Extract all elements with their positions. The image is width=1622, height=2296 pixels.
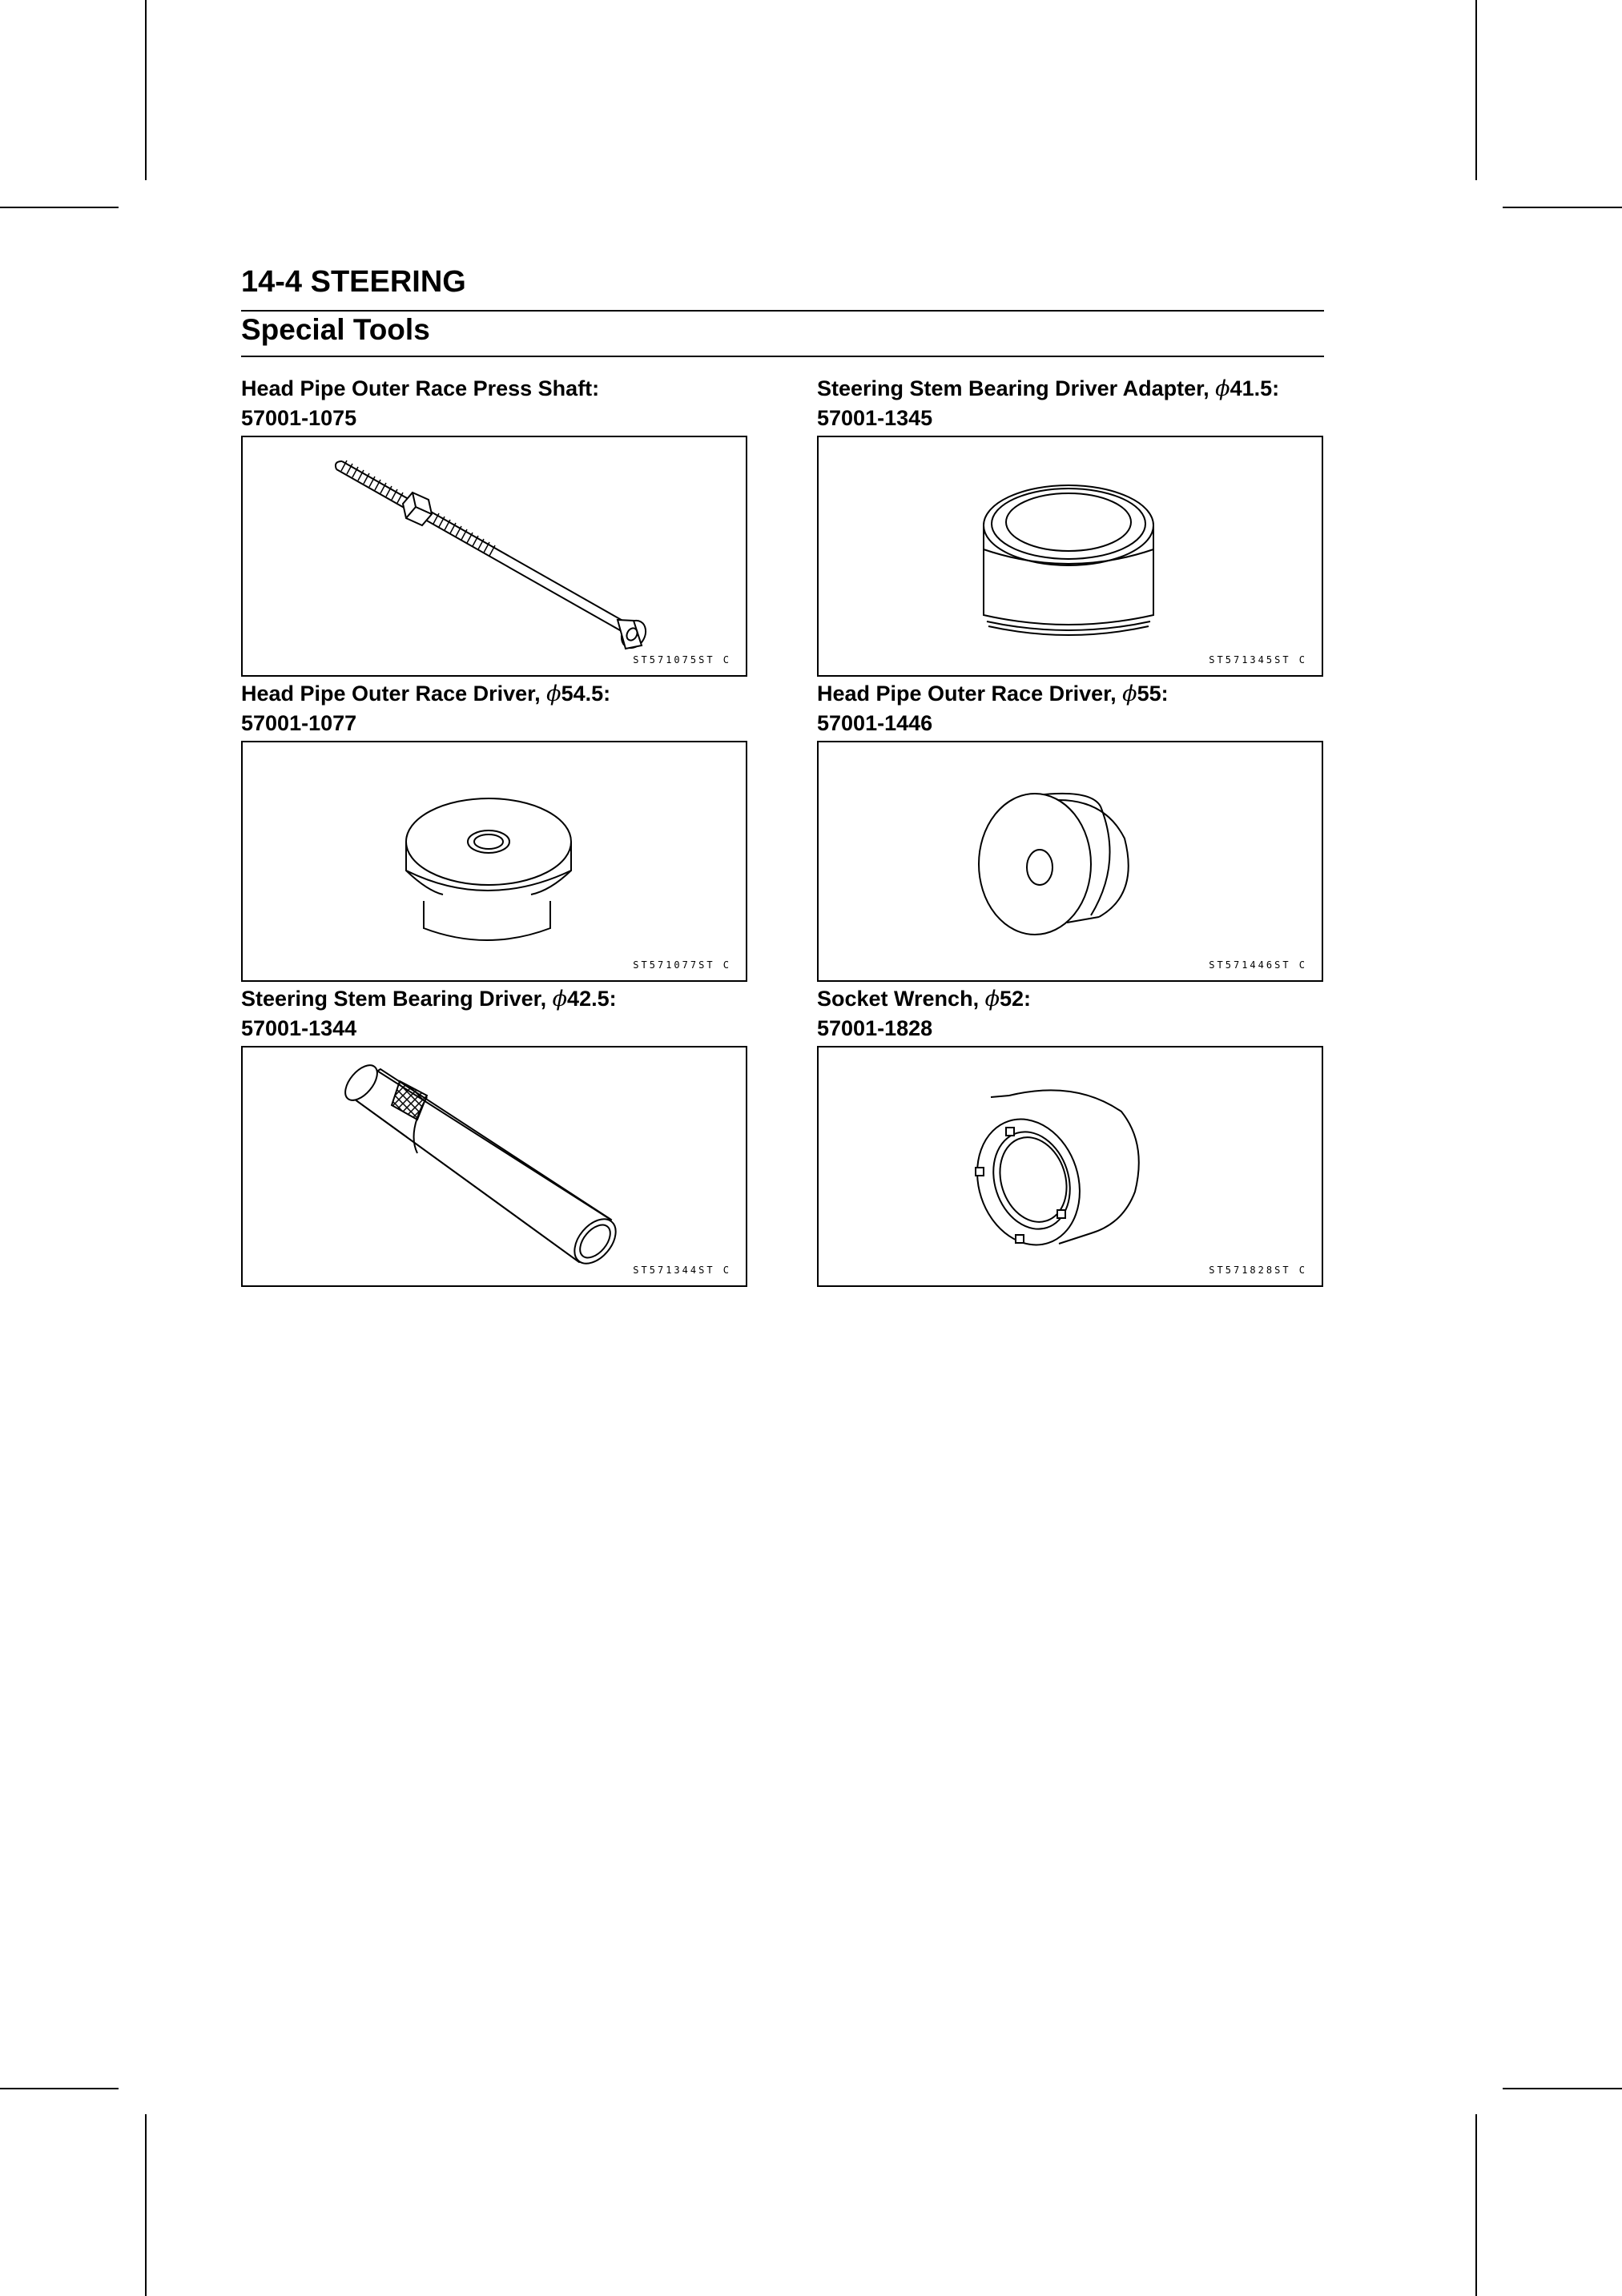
crop-mark [0,207,119,208]
press-shaft-icon [243,437,746,675]
tool-part-number: 57001-1446 [817,711,933,735]
crop-mark [1475,2114,1477,2296]
tool-entry [241,984,747,1276]
tool-name: Head Pipe Outer Race Driver, ϕ55: [817,682,1169,706]
tool-entry [241,679,747,971]
phi-symbol: ϕ [546,682,561,706]
tool-illustration-frame [241,436,747,677]
section-rule [241,356,1324,357]
phi-symbol: ϕ [1215,376,1230,401]
tool-name: Steering Stem Bearing Driver Adapter, ϕ41.5: [817,376,1280,401]
tool-part-number: 57001-1828 [817,1016,933,1040]
figure-code: ST571075ST C [633,654,731,665]
crop-mark [1503,207,1622,208]
tool-entry [817,679,1323,971]
tool-entry [817,984,1323,1276]
crop-mark [0,2088,119,2089]
tool-illustration-frame [241,741,747,982]
tool-part-number: 57001-1077 [241,711,357,735]
phi-symbol: ϕ [984,987,1000,1011]
tool-part-number: 57001-1344 [241,1016,357,1040]
phi-symbol: ϕ [1122,682,1137,706]
figure-code: ST571828ST C [1209,1265,1307,1276]
race-driver-icon [243,742,746,980]
crop-mark [145,0,147,180]
page-header-title: 14-4 STEERING [241,265,466,299]
header-rule [241,310,1324,312]
section-title: Special Tools [241,313,430,346]
tool-name: Head Pipe Outer Race Press Shaft: [241,376,600,400]
crop-mark [1475,0,1477,180]
tool-name: Steering Stem Bearing Driver, ϕ42.5: [241,987,617,1011]
tool-name: Socket Wrench, ϕ52: [817,987,1032,1011]
tool-part-number: 57001-1345 [817,406,933,430]
phi-symbol: ϕ [552,987,568,1011]
tool-illustration-frame [817,436,1323,677]
tool-entry [241,374,747,665]
bearing-driver-icon [243,1047,746,1285]
tool-name: Head Pipe Outer Race Driver, ϕ54.5: [241,682,611,706]
figure-code: ST571077ST C [633,959,731,971]
race-driver-side-icon [819,742,1322,980]
tool-entry [817,374,1323,665]
figure-code: ST571345ST C [1209,654,1307,665]
tool-illustration-frame [241,1046,747,1287]
crop-mark [145,2114,147,2296]
tool-illustration-frame [817,741,1323,982]
figure-code: ST571446ST C [1209,959,1307,971]
driver-adapter-icon [819,437,1322,675]
figure-code: ST571344ST C [633,1265,731,1276]
tool-illustration-frame [817,1046,1323,1287]
crop-mark [1503,2088,1622,2089]
tool-part-number: 57001-1075 [241,406,357,430]
socket-wrench-icon [819,1047,1322,1285]
